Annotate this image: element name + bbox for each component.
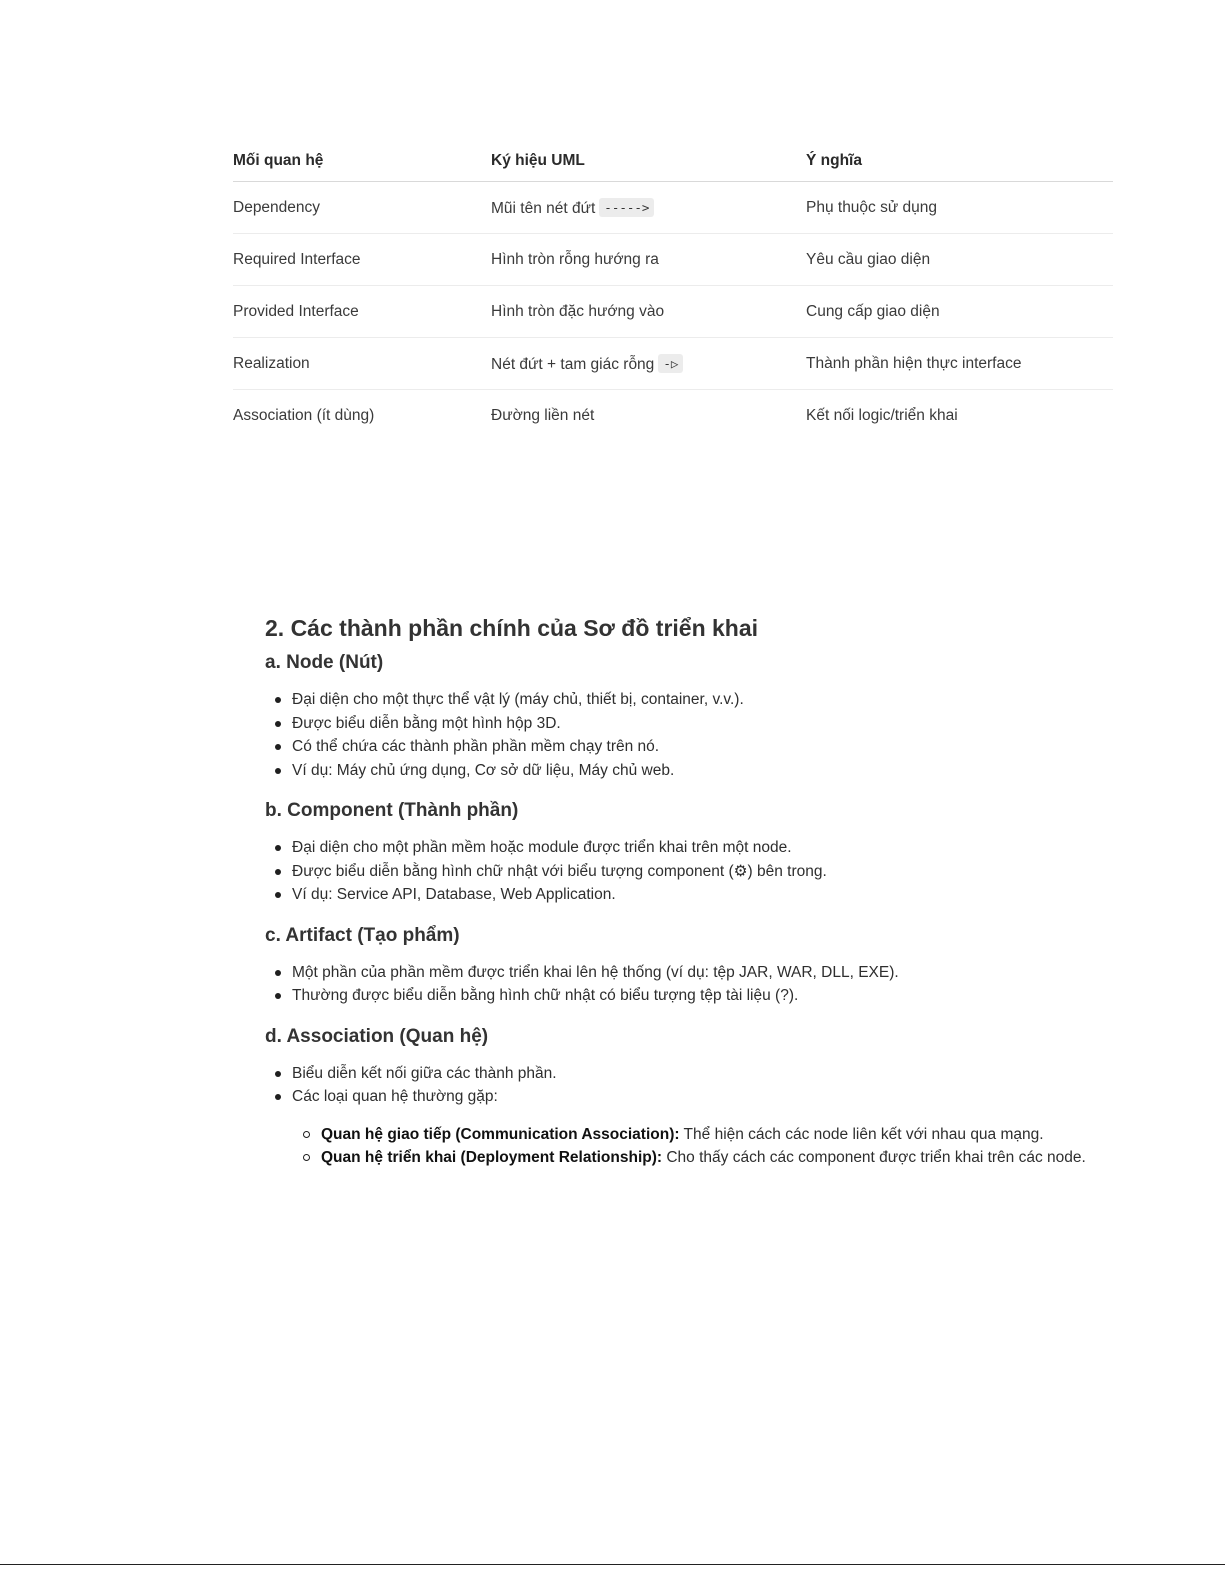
- cell-meaning: Phụ thuộc sử dụng: [806, 182, 1113, 234]
- uml-relationship-table: [233, 140, 1113, 441]
- cell-relation: Realization: [233, 338, 491, 390]
- association-sublist: [266, 1123, 1165, 1169]
- sub-item-term: Quan hệ giao tiếp (Communication Association):: [321, 1125, 680, 1143]
- list-item: Các loại quan hệ thường gặp:: [265, 1085, 1165, 1109]
- artifact-heading: c. Artifact (Tạo phẩm): [265, 924, 460, 946]
- table-row: [233, 338, 1113, 390]
- association-list: [265, 1062, 1165, 1109]
- list-item: Đại diện cho một phần mềm hoặc module được triển khai trên một node.: [265, 836, 1165, 860]
- cell-meaning: Kết nối logic/triển khai: [806, 406, 958, 424]
- page-bottom-rule: [0, 1564, 1225, 1565]
- association-heading: d. Association (Quan hệ): [265, 1025, 489, 1047]
- node-heading: a. Node (Nút): [265, 652, 384, 673]
- cell-symbol: Hình tròn đặc hướng vào: [491, 286, 806, 338]
- inline-code: ----->: [599, 198, 654, 217]
- cell-symbol: Hình tròn rỗng hướng ra: [491, 234, 806, 286]
- sub-list-item: [266, 1146, 1165, 1169]
- cell-relation: Provided Interface: [233, 286, 491, 338]
- header-meaning: Ý nghĩa: [806, 140, 1113, 182]
- list-item: Biểu diễn kết nối giữa các thành phần.: [265, 1062, 1165, 1086]
- list-item: Có thể chứa các thành phần phần mềm chạy trên nó.: [265, 735, 1165, 759]
- node-list: [265, 688, 1165, 782]
- list-item: Thường được biểu diễn bằng hình chữ nhật có biểu tượng tệp tài liệu (?).: [265, 984, 1165, 1008]
- cell-symbol: Đường liền nét: [491, 406, 595, 424]
- artifact-list: [265, 961, 1165, 1008]
- inline-code: -▷: [658, 354, 683, 373]
- cell-meaning: Yêu cầu giao diện: [806, 234, 1113, 286]
- list-item: Một phần của phần mềm được triển khai lên hệ thống (ví dụ: tệp JAR, WAR, DLL, EXE).: [265, 961, 1165, 985]
- table-header-row: [233, 140, 1113, 182]
- cell-symbol: [491, 338, 806, 390]
- list-item: Được biểu diễn bằng hình chữ nhật với biểu tượng component (⚙) bên trong.: [265, 860, 1165, 884]
- symbol-text: Mũi tên nét đứt: [491, 199, 596, 217]
- symbol-text: Nét đứt + tam giác rỗng: [491, 355, 655, 373]
- cell-relation: Required Interface: [233, 234, 491, 286]
- header-uml-symbol: Ký hiệu UML: [491, 140, 806, 182]
- component-heading: b. Component (Thành phần): [265, 800, 519, 821]
- list-item: Đại diện cho một thực thể vật lý (máy chủ, thiết bị, container, v.v.).: [265, 688, 1165, 712]
- list-item: Ví dụ: Máy chủ ứng dụng, Cơ sở dữ liệu, Máy chủ web.: [265, 759, 1165, 783]
- sub-item-term: Quan hệ triển khai (Deployment Relationship):: [321, 1148, 663, 1166]
- section-title: 2. Các thành phần chính của Sơ đồ triển khai: [265, 615, 759, 641]
- cell-relation: Dependency: [233, 182, 491, 234]
- sub-item-text: Cho thấy cách các component được triển khai trên các node.: [662, 1148, 1086, 1166]
- cell-symbol: [491, 182, 806, 234]
- cell-meaning: Thành phần hiện thực interface: [806, 338, 1113, 390]
- list-item: Ví dụ: Service API, Database, Web Application.: [265, 883, 1165, 907]
- list-item: Được biểu diễn bằng một hình hộp 3D.: [265, 712, 1165, 736]
- deployment-components-section: [265, 612, 1165, 1169]
- cell-meaning: Cung cấp giao diện: [806, 286, 1113, 338]
- table-row: [233, 182, 1113, 234]
- table-row: [233, 286, 1113, 338]
- table-row: [233, 390, 1113, 442]
- cell-relation: Association (ít dùng): [233, 406, 375, 424]
- sub-item-text: Thể hiện cách các node liên kết với nhau qua mạng.: [679, 1125, 1044, 1143]
- table-row: [233, 234, 1113, 286]
- component-list: [265, 836, 1165, 907]
- sub-list-item: [266, 1123, 1165, 1146]
- header-relation: Mối quan hệ: [233, 140, 491, 182]
